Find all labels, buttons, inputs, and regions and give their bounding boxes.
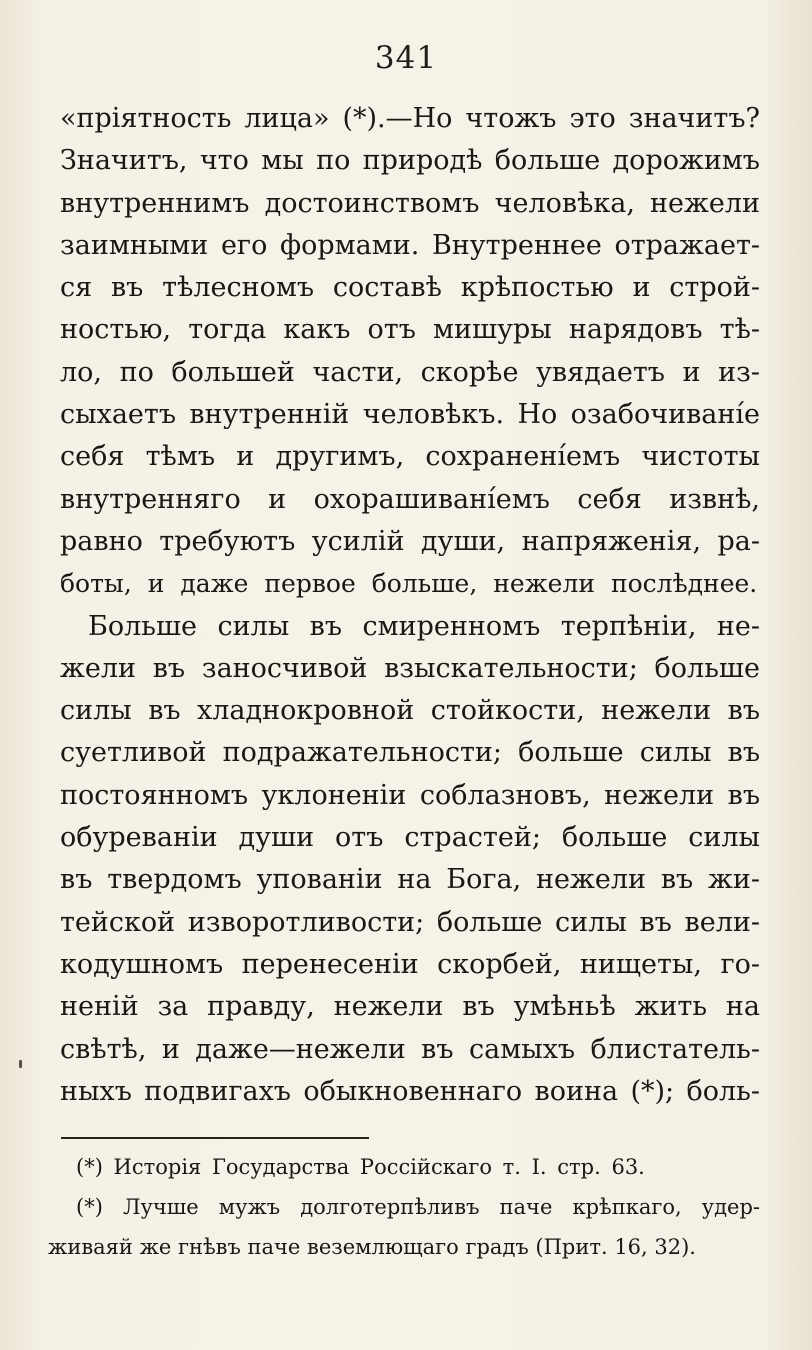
text-line: внутреннимъ достоинствомъ человѣка, нежели — [60, 187, 760, 219]
footnote-2: (*) Лучше мужъ долготерпѣливъ паче крѣпкаго, удер- — [76, 1195, 760, 1219]
text-line: Значитъ, что мы по природѣ больше дорожимъ — [60, 145, 760, 177]
text-line: кодушномъ перенесеніи скорбей, нищеты, го- — [60, 948, 760, 980]
text-line: силы въ хладнокровной стойкости, нежели въ — [60, 695, 760, 727]
text-line: равно требуютъ усилій души, напряженія, ра- — [60, 525, 760, 557]
text-line: сыхаетъ внутренній человѣкъ. Но озабочиванíе — [60, 399, 760, 431]
text-line: жели въ заносчивой взыскательности; больше — [60, 652, 760, 684]
text-line: постоянномъ уклоненіи соблазновъ, нежели въ — [60, 779, 760, 811]
body-text — [60, 98, 760, 1113]
text-line: суетливой подражательности; больше силы въ — [60, 737, 760, 769]
text-line: ныхъ подвигахъ обыкновеннаго воина (*); боль- — [60, 1075, 760, 1107]
footnote-2-continuation: живаяй же гнѣвъ паче веземлющаго градъ (Прит. 16, 32). — [48, 1235, 696, 1259]
text-line: ло, по большей части, скорѣе увядаетъ и из- — [60, 356, 760, 388]
text-line: неній за правду, нежели въ умѣньѣ жить на — [60, 991, 760, 1023]
footnote-divider — [61, 1137, 369, 1139]
text-line: ся въ тѣлесномъ составѣ крѣпостью и строй- — [60, 272, 760, 304]
text-line: заимными его формами. Внутреннее отражает- — [60, 229, 760, 261]
page-number: 341 — [374, 40, 438, 76]
text-line: въ твердомъ упованіи на Бога, нежели въ жи- — [60, 864, 760, 896]
margin-speck — [19, 1060, 22, 1068]
paragraph-end-line: боты, и даже первое больше, нежели послѣднее. — [60, 569, 758, 599]
text-line: свѣтѣ, и даже—нежели въ самыхъ блистатель- — [60, 1033, 760, 1065]
footnote-1: (*) Исторія Государства Россійскаго т. I. стр. 63. — [76, 1155, 645, 1179]
footnotes — [48, 1147, 760, 1267]
text-line: ностью, тогда какъ отъ мишуры нарядовъ тѣ- — [60, 314, 760, 346]
text-line: себя тѣмъ и другимъ, сохраненíемъ чистоты — [60, 441, 760, 473]
text-line: внутренняго и охорашиванíемъ себя извнѣ, — [60, 483, 760, 515]
text-line: «пріятность лица» (*).—Но чтожъ это значитъ? — [60, 103, 760, 134]
text-line: тейской изворотливости; больше силы въ вели- — [60, 906, 760, 938]
paragraph-start-line: Больше силы въ смиренномъ терпѣніи, не- — [88, 610, 760, 642]
text-line: обуреваніи души отъ страстей; больше силы — [60, 822, 760, 854]
